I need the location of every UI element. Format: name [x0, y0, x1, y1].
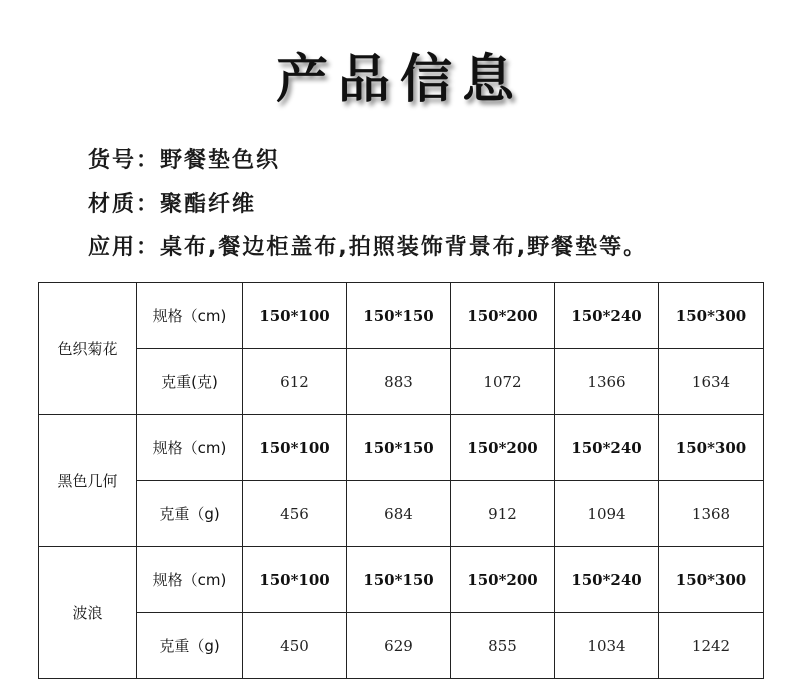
info-label: 材质： — [88, 192, 161, 217]
page-title: 产品信息 — [275, 50, 524, 110]
size-label-cell: 规格（cm) — [137, 547, 243, 613]
size-cell: 150*200 — [451, 283, 555, 349]
table-row — [39, 415, 764, 481]
product-name-cell: 波浪 — [39, 547, 137, 679]
size-cell: 150*150 — [347, 283, 451, 349]
info-value: 聚酯纤维 — [160, 192, 257, 217]
size-cell: 150*300 — [659, 415, 764, 481]
product-name-cell: 黑色几何 — [39, 415, 137, 547]
weight-cell: 855 — [451, 613, 555, 679]
weight-cell: 629 — [347, 613, 451, 679]
info-item-number — [88, 146, 280, 176]
size-cell: 150*100 — [243, 415, 347, 481]
weight-cell: 1366 — [555, 349, 659, 415]
weight-label-cell: 克重（g) — [137, 481, 243, 547]
size-label-cell: 规格（cm) — [137, 415, 243, 481]
size-cell: 150*200 — [451, 547, 555, 613]
info-value: 桌布,餐边柜盖布,拍照装饰背景布,野餐垫等。 — [160, 235, 648, 260]
table-row — [39, 481, 764, 547]
weight-cell: 456 — [243, 481, 347, 547]
weight-cell: 1368 — [659, 481, 764, 547]
info-value: 野餐垫色织 — [160, 148, 281, 173]
size-cell: 150*100 — [243, 283, 347, 349]
weight-cell: 883 — [347, 349, 451, 415]
size-cell: 150*300 — [659, 283, 764, 349]
weight-label-cell: 克重（g) — [137, 613, 243, 679]
size-cell: 150*200 — [451, 415, 555, 481]
weight-cell: 1094 — [555, 481, 659, 547]
size-cell: 150*150 — [347, 547, 451, 613]
info-label: 货号： — [88, 148, 161, 173]
info-application — [88, 233, 647, 263]
table-row — [39, 547, 764, 613]
weight-label-cell: 克重(克) — [137, 349, 243, 415]
table-row — [39, 283, 764, 349]
weight-cell: 1634 — [659, 349, 764, 415]
weight-cell: 1034 — [555, 613, 659, 679]
table-row — [39, 349, 764, 415]
size-cell: 150*240 — [555, 415, 659, 481]
size-cell: 150*300 — [659, 547, 764, 613]
size-label-cell: 规格（cm) — [137, 283, 243, 349]
weight-cell: 450 — [243, 613, 347, 679]
weight-cell: 1072 — [451, 349, 555, 415]
info-label: 应用： — [88, 235, 161, 260]
size-cell: 150*150 — [347, 415, 451, 481]
table-row — [39, 613, 764, 679]
size-cell: 150*100 — [243, 547, 347, 613]
weight-cell: 684 — [347, 481, 451, 547]
weight-cell: 1242 — [659, 613, 764, 679]
size-cell: 150*240 — [555, 283, 659, 349]
weight-cell: 612 — [243, 349, 347, 415]
spec-table — [38, 282, 764, 679]
size-cell: 150*240 — [555, 547, 659, 613]
weight-cell: 912 — [451, 481, 555, 547]
info-material — [88, 190, 256, 220]
product-name-cell: 色织菊花 — [39, 283, 137, 415]
